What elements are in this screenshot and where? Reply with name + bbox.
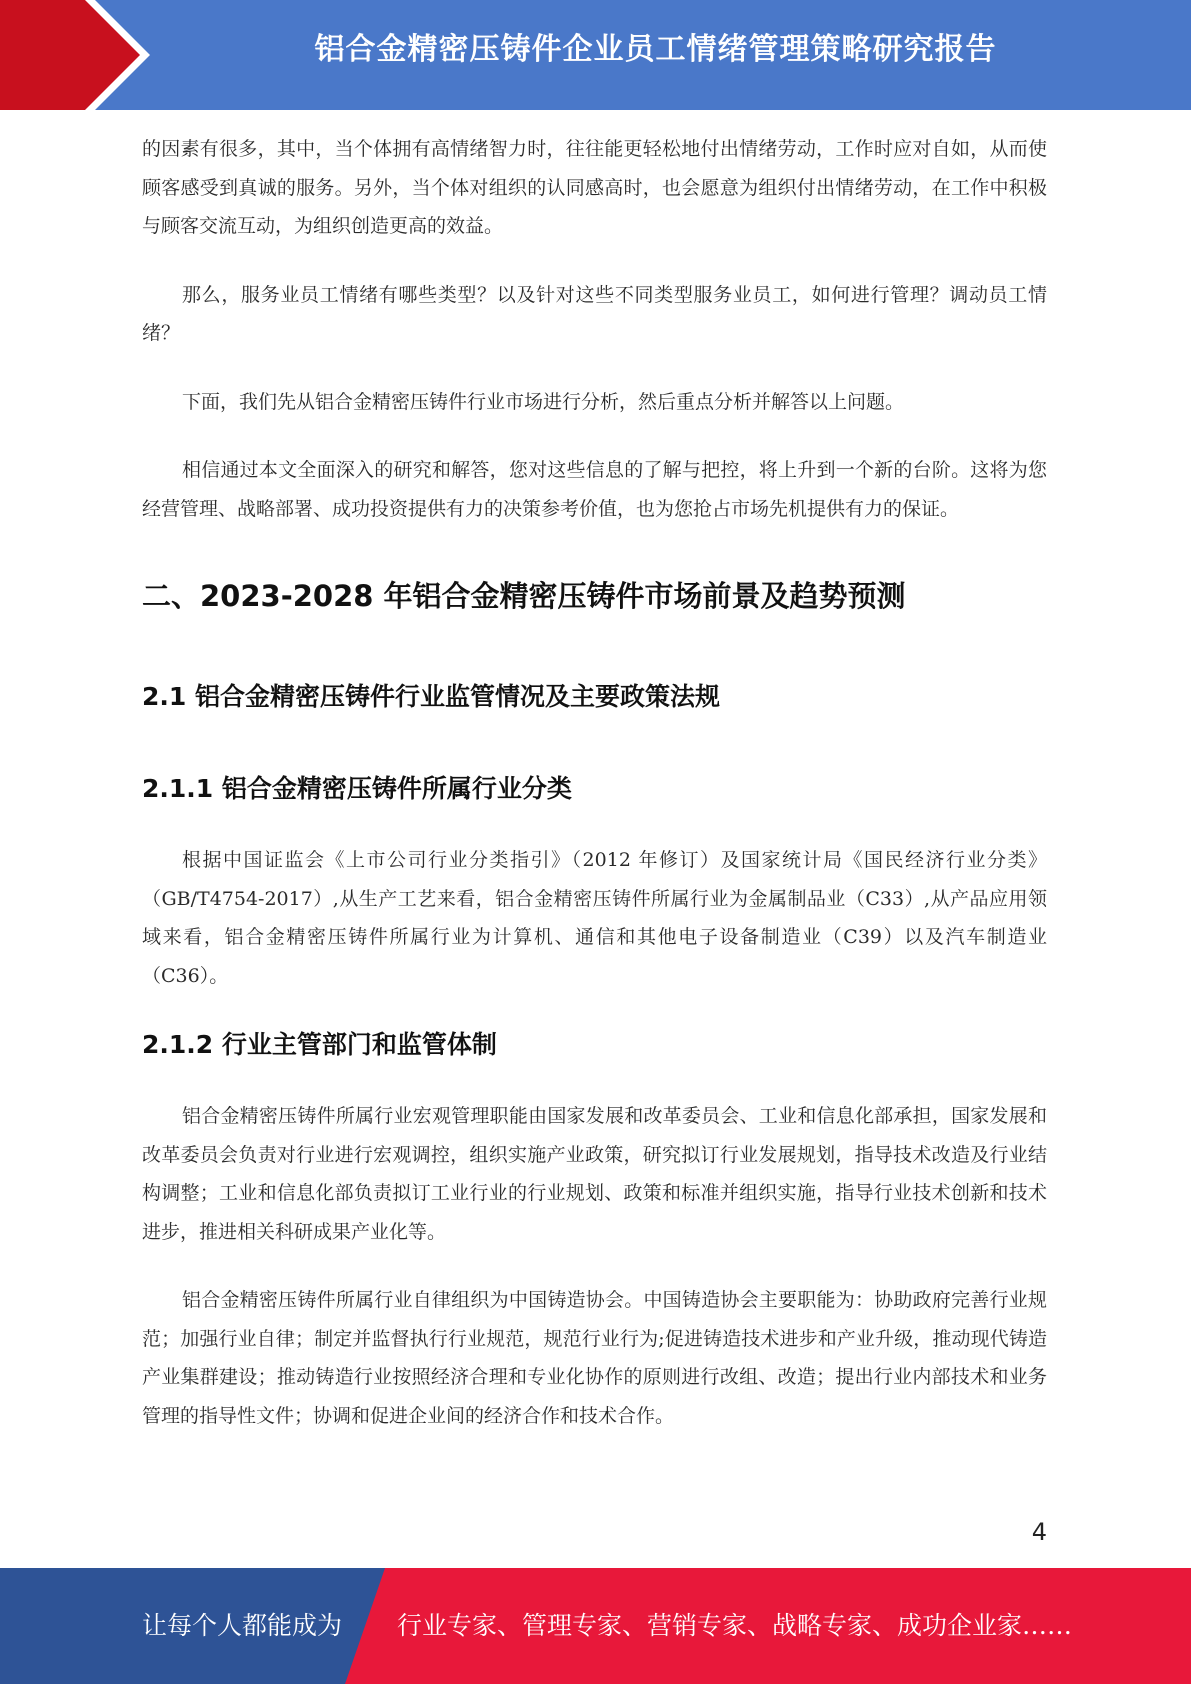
paragraph-1: 的因素有很多，其中，当个体拥有高情绪智力时，往往能更轻松地付出情绪劳动，工作时应对自如，从而使顾客感受到真诚的服务。另外，当个体对组织的认同感高时，也会愿意为组织付出情绪劳动，在工作中积极与顾客交流互动，为组织创造更高的效益。 <box>142 138 1047 237</box>
paragraph-7: 铝合金精密压铸件所属行业自律组织为中国铸造协会。中国铸造协会主要职能为：协助政府完善行业规范；加强行业自律；制定并监督执行行业规范，规范行业行为;促进铸造技术进步和产业升级，推动现代铸造产业集群建设；推动铸造行业按照经济合理和专业化协作的原则进行改组、改造；提出行业内部技术和业务管理的指导性文件；协调和促进企业间的经济合作和技术合作。 <box>142 1289 1047 1427</box>
section-heading: 二、2023-2028 年铝合金精密压铸件市场前景及趋势预测 <box>142 579 906 613</box>
paragraph-3: 下面，我们先从铝合金精密压铸件行业市场进行分析，然后重点分析并解答以上问题。 <box>182 390 905 413</box>
page-header <box>0 0 1191 110</box>
paragraph-5: 根据中国证监会《上市公司行业分类指引》（2012 年修订）及国家统计局《国民经济行业分类》（GB/T4754-2017）,从生产工艺来看，铝合金精密压铸件所属行业为金属制品业（C33）,从产品应用领域来看，铝合金精密压铸件所属行业为计算机、通信和其他电子设备制造业（C39）以及汽车制造业（C36）。 <box>142 849 1047 987</box>
report-title: 铝合金精密压铸件企业员工情绪管理策略研究报告 <box>314 32 997 67</box>
paragraph-6: 铝合金精密压铸件所属行业宏观管理职能由国家发展和改革委员会、工业和信息化部承担，国家发展和改革委员会负责对行业进行宏观调控，组织实施产业政策，研究拟订行业发展规划，指导技术改造及行业结构调整；工业和信息化部负责拟订工业行业的行业规划、政策和标准并组织实施，指导行业技术创新和技术进步，推进相关科研成果产业化等。 <box>142 1105 1047 1243</box>
footer-slogan-right: 行业专家、管理专家、营销专家、战略专家、成功企业家…… <box>397 1611 1073 1640</box>
document-body <box>142 130 1047 1435</box>
page-number: 4 <box>1031 1518 1047 1546</box>
subsection-heading-2-1: 2.1 铝合金精密压铸件行业监管情况及主要政策法规 <box>142 682 720 711</box>
header-chevron-arrow <box>0 0 140 110</box>
page-footer <box>0 1568 1191 1684</box>
subsection-heading-2-1-2: 2.1.2 行业主管部门和监管体制 <box>142 1030 497 1059</box>
subsection-heading-2-1-1: 2.1.1 铝合金精密压铸件所属行业分类 <box>142 774 572 803</box>
footer-slogan-left: 让每个人都能成为 <box>142 1611 343 1640</box>
paragraph-4: 相信通过本文全面深入的研究和解答，您对这些信息的了解与把控，将上升到一个新的台阶。这将为您经营管理、战略部署、成功投资提供有力的决策参考价值，也为您抢占市场先机提供有力的保证。 <box>142 459 1047 520</box>
paragraph-2: 那么，服务业员工情绪有哪些类型？以及针对这些不同类型服务业员工，如何进行管理？调动员工情绪？ <box>142 283 1047 344</box>
